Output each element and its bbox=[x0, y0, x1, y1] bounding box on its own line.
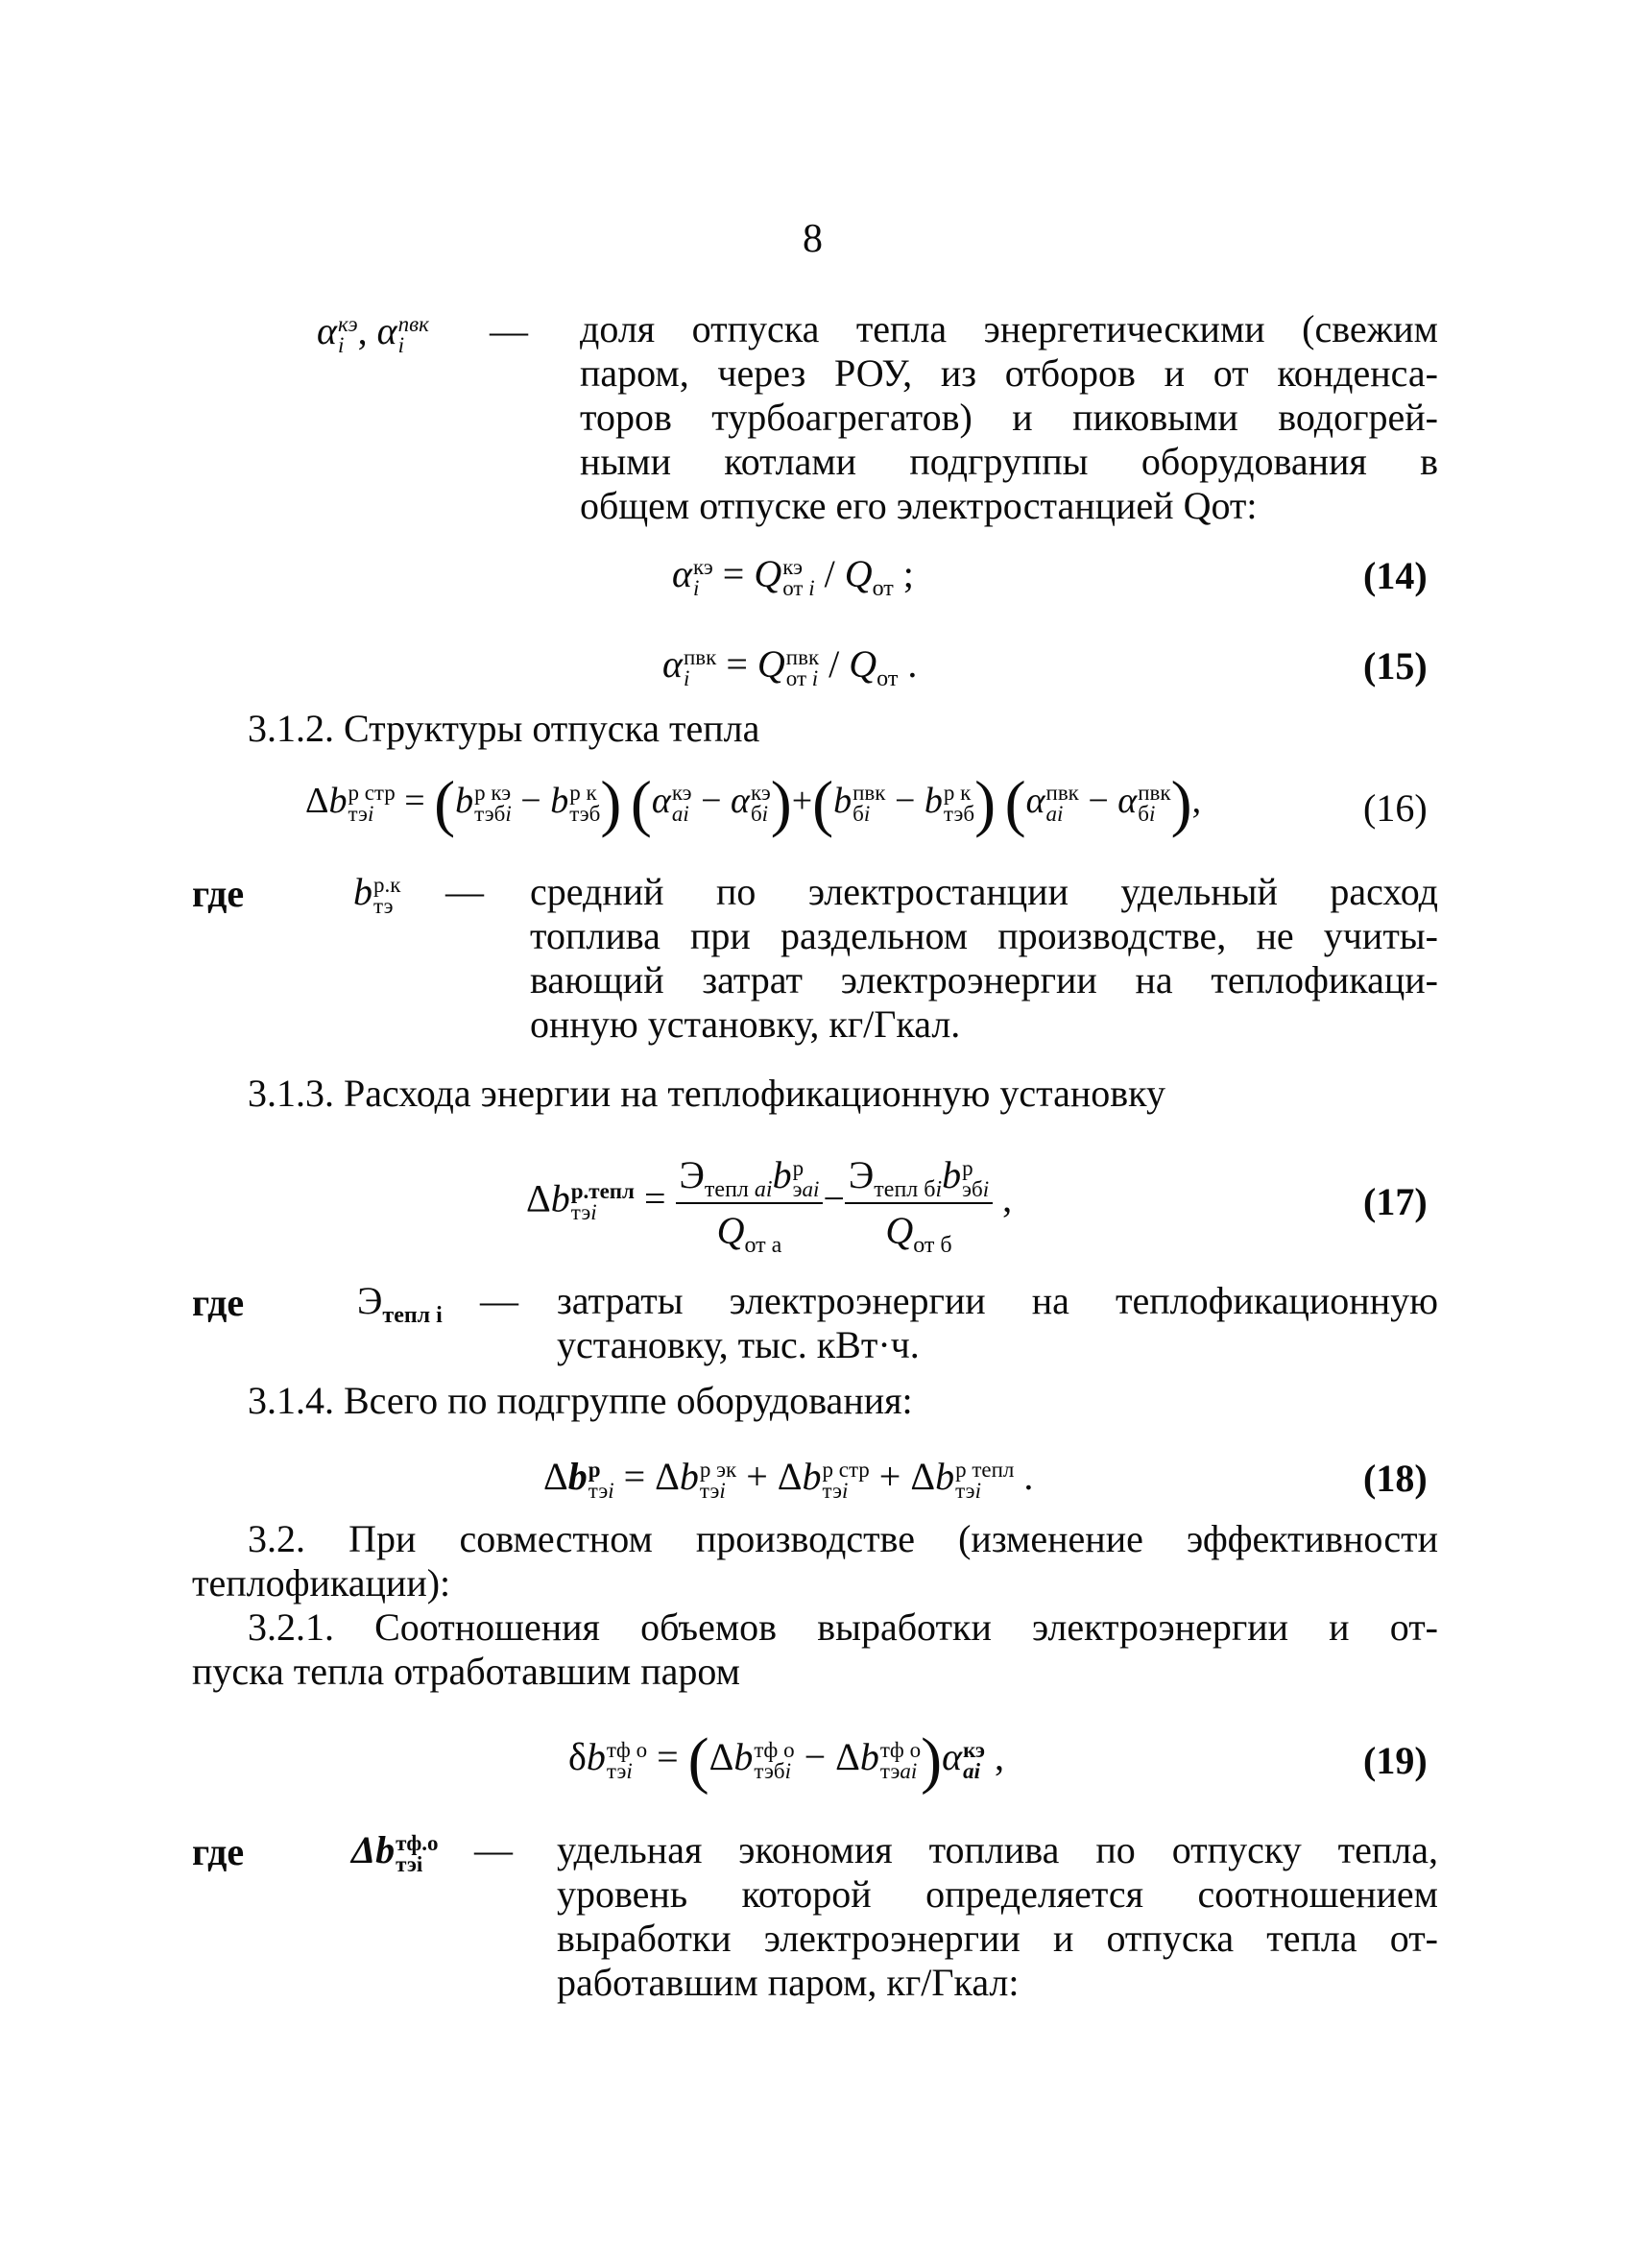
def1-dash: — bbox=[490, 309, 528, 352]
def3-text bbox=[557, 1279, 1438, 1367]
section-3-2-1-line-1: 3.2.1. Соотношения объемов выработки электроэнергии и от- bbox=[248, 1605, 1438, 1649]
def4-where: где bbox=[192, 1830, 245, 1873]
equation-16: Δb р стр тэi = (b р кэ тэбi − b р к тэб ) (α кэ ai − α кэ бi )+(b пвк бi − b р к тэб ) (α пвк ai − α пвк бi ), bbox=[305, 768, 1202, 839]
def1-line-2: паром, через РОУ, из отборов и от конденса- bbox=[580, 351, 1438, 395]
def2-line-1: средний по электростанции удельный расход bbox=[530, 870, 1438, 913]
def2-dash: — bbox=[445, 870, 484, 913]
def4-symbol: Δb тф.о тэi bbox=[351, 1828, 439, 1876]
def1-line-4: ными котлами подгруппы оборудования в bbox=[580, 440, 1438, 483]
def4-line-1: удельная экономия топлива по отпуску тепла, bbox=[557, 1828, 1438, 1871]
section-3-1-3: 3.1.3. Расхода энергии на теплофикационную установку bbox=[248, 1072, 1166, 1115]
def4-text bbox=[557, 1828, 1438, 2005]
def2-symbol: b р.к тэ bbox=[353, 870, 401, 918]
equation-17: Δb р.тепл тэi = $Э_{тепл ai}b$ р эai $Q_{от а}$ − $Э_{тепл бi}b$ р эбi $Q_{от б}$ , bbox=[526, 1153, 1013, 1258]
def1-line-3: торов турбоагрегатов) и пиковыми водогрей- bbox=[580, 396, 1438, 439]
equation-16-number: (16) bbox=[1363, 786, 1428, 830]
def2-line-4: онную установку, кг/Гкал. bbox=[530, 1002, 961, 1046]
def4-line-2: уровень которой определяется соотношением bbox=[557, 1872, 1438, 1916]
def2-where: где bbox=[192, 872, 245, 915]
section-3-2-1-line-2: пуска тепла отработавшим паром bbox=[192, 1650, 740, 1693]
equation-14: α кэ i = Q кэ от i / $Q_{от}$ ; bbox=[672, 552, 914, 601]
section-3-2-1 bbox=[192, 1605, 1438, 1694]
section-3-2-line-2: теплофикации): bbox=[192, 1561, 451, 1604]
def1-line-5: общем отпуске его электростанцией Qот: bbox=[580, 484, 1258, 527]
equation-18-number: (18) bbox=[1363, 1457, 1428, 1500]
equation-19-number: (19) bbox=[1363, 1739, 1428, 1782]
def4-dash: — bbox=[474, 1828, 513, 1871]
equation-17-number: (17) bbox=[1363, 1180, 1428, 1223]
def3-dash: — bbox=[480, 1279, 518, 1322]
def4-line-4: работавшим паром, кг/Гкал: bbox=[557, 1961, 1020, 2004]
def2-text bbox=[530, 870, 1438, 1047]
equation-14-number: (14) bbox=[1363, 554, 1428, 597]
def3-symbol: $Э_{тепл i}$ bbox=[357, 1279, 443, 1328]
equation-15-number: (15) bbox=[1363, 644, 1428, 688]
page-number: 8 bbox=[803, 217, 823, 261]
def1-text bbox=[580, 307, 1438, 528]
def3-line-2: установку, тыс. кВт·ч. bbox=[557, 1323, 920, 1366]
equation-19: δb тф о тэi = (Δb тф о тэбi − Δb тф о тэai )α кэ ai , bbox=[568, 1725, 1004, 1796]
def2-line-2: топлива при раздельном производстве, не учиты- bbox=[530, 914, 1438, 957]
section-3-1-2: 3.1.2. Структуры отпуска тепла bbox=[248, 707, 760, 750]
def1-line-1: доля отпуска тепла энергетическими (свежим bbox=[580, 307, 1438, 350]
def3-line-1: затраты электроэнергии на теплофикационную bbox=[557, 1279, 1438, 1322]
section-3-2 bbox=[192, 1517, 1438, 1605]
def4-line-3: выработки электроэнергии и отпуска тепла от- bbox=[557, 1917, 1438, 1960]
section-3-2-line-1: 3.2. При совместном производстве (изменение эффективности bbox=[248, 1517, 1438, 1560]
def1-symbols: α кэ i , α пвк i bbox=[317, 309, 429, 357]
equation-15: α пвк i = Q пвк от i / $Q_{от}$ . bbox=[662, 642, 918, 691]
def2-line-3: вающий затрат электроэнергии на теплофикаци- bbox=[530, 958, 1438, 1001]
def3-where: где bbox=[192, 1281, 245, 1324]
equation-18: Δb р тэi = Δb р эк тэi + Δb р стр тэi + Δb р тепл тэi . bbox=[543, 1455, 1034, 1503]
section-3-1-4: 3.1.4. Всего по подгруппе оборудования: bbox=[248, 1379, 913, 1422]
